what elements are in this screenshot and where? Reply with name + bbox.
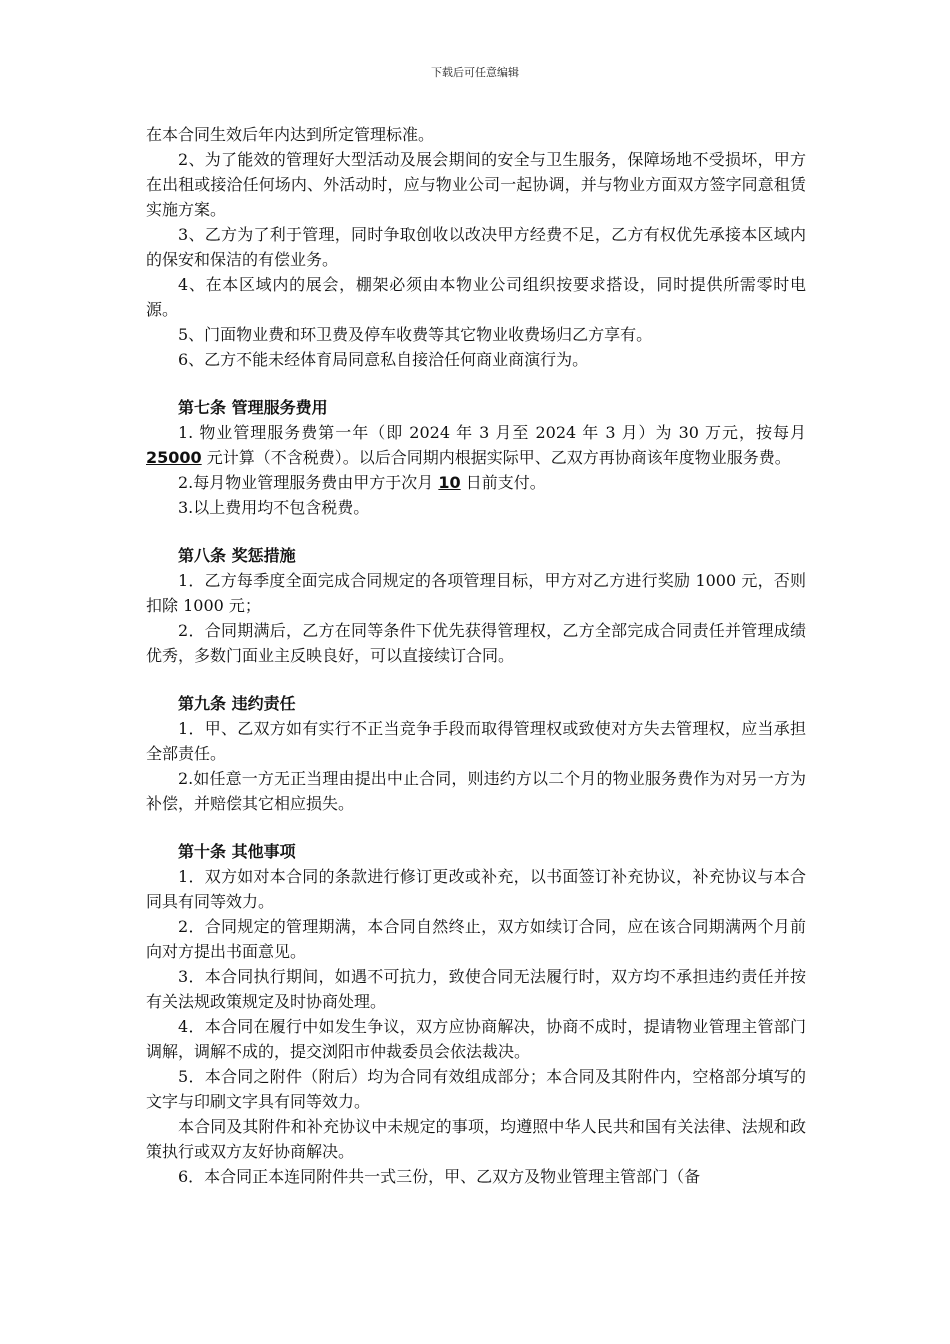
paragraph (146, 420, 806, 470)
text-span: 2.每月物业管理服务费由甲方于次月 (178, 473, 439, 492)
paragraph: 5．本合同之附件（附后）均为合同有效组成部分；本合同及其附件内，空格部分填写的文字与印刷文字具有同等效力。 (146, 1067, 806, 1111)
paragraph: 3、乙方为了利于管理，同时争取创收以改决甲方经费不足，乙方有权优先承接本区域内的保安和保洁的有偿业务。 (146, 225, 806, 269)
paragraph: 4、在本区域内的展会，棚架必须由本物业公司组织按要求搭设，同时提供所需零时电源。 (146, 275, 806, 319)
paragraph: 5、门面物业费和环卫费及停车收费等其它物业收费场归乙方享有。 (178, 325, 653, 344)
paragraph: 本合同及其附件和补充协议中未规定的事项，均遵照中华人民共和国有关法律、法规和政策执行或双方友好协商解决。 (146, 1117, 806, 1161)
section-heading-art10: 第十条 其他事项 (178, 842, 296, 861)
section-heading-art8: 第八条 奖惩措施 (178, 546, 296, 565)
text-span: 元计算（不含税费）。以后合同期内根据实际甲、乙双方再协商该年度物业服务费。 (201, 448, 791, 467)
section-heading-art7: 第七条 管理服务费用 (178, 398, 328, 417)
paragraph: 2、为了能效的管理好大型活动及展会期间的安全与卫生服务，保障场地不受损坏，甲方在出租或接洽任何场内、外活动时，应与物业公司一起协调，并与物业方面双方签字同意租赁实施方案。 (146, 150, 806, 219)
paragraph: 6．本合同正本连同附件共一式三份，甲、乙双方及物业管理主管部门（备 (178, 1167, 701, 1186)
page-header: 下载后可任意编辑 (431, 66, 519, 79)
paragraph: 1．乙方每季度全面完成合同规定的各项管理目标，甲方对乙方进行奖励 1000 元，否则扣除 1000 元； (146, 571, 806, 615)
paragraph: 2．合同期满后，乙方在同等条件下优先获得管理权，乙方全部完成合同责任并管理成绩优秀，多数门面业主反映良好，可以直接续订合同。 (146, 621, 806, 665)
section-heading-art9: 第九条 违约责任 (178, 694, 296, 713)
payment-day: 10 (438, 473, 461, 492)
paragraph: 3．本合同执行期间，如遇不可抗力，致使合同无法履行时，双方均不承担违约责任并按有关法规政策规定及时协商处理。 (146, 967, 806, 1011)
paragraph: 4．本合同在履行中如发生争议，双方应协商解决，协商不成时，提请物业管理主管部门调解，调解不成的，提交浏阳市仲裁委员会依法裁决。 (146, 1017, 806, 1061)
text-span: 1. 物业管理服务费第一年（即 2024 年 3 月至 2024 年 3 月）为 30 万元，按每月 (178, 423, 806, 442)
document-body (146, 122, 806, 1189)
paragraph: 6、乙方不能未经体育局同意私自接洽任何商业商演行为。 (178, 350, 589, 369)
paragraph (146, 470, 806, 495)
paragraph: 2．合同规定的管理期满，本合同自然终止，双方如续订合同，应在该合同期满两个月前向对方提出书面意见。 (146, 917, 806, 961)
paragraph: 2.如任意一方无正当理由提出中止合同，则违约方以二个月的物业服务费作为对另一方为补偿，并赔偿其它相应损失。 (146, 769, 806, 813)
paragraph: 1．甲、乙双方如有实行不正当竞争手段而取得管理权或致使对方失去管理权，应当承担全部责任。 (146, 719, 806, 763)
text-span: 日前支付。 (460, 473, 546, 492)
paragraph: 3.以上费用均不包含税费。 (178, 498, 370, 517)
paragraph: 在本合同生效后年内达到所定管理标准。 (146, 125, 435, 144)
fee-amount: 25000 (146, 448, 202, 467)
paragraph: 1．双方如对本合同的条款进行修订更改或补充，以书面签订补充协议，补充协议与本合同具有同等效力。 (146, 867, 806, 911)
